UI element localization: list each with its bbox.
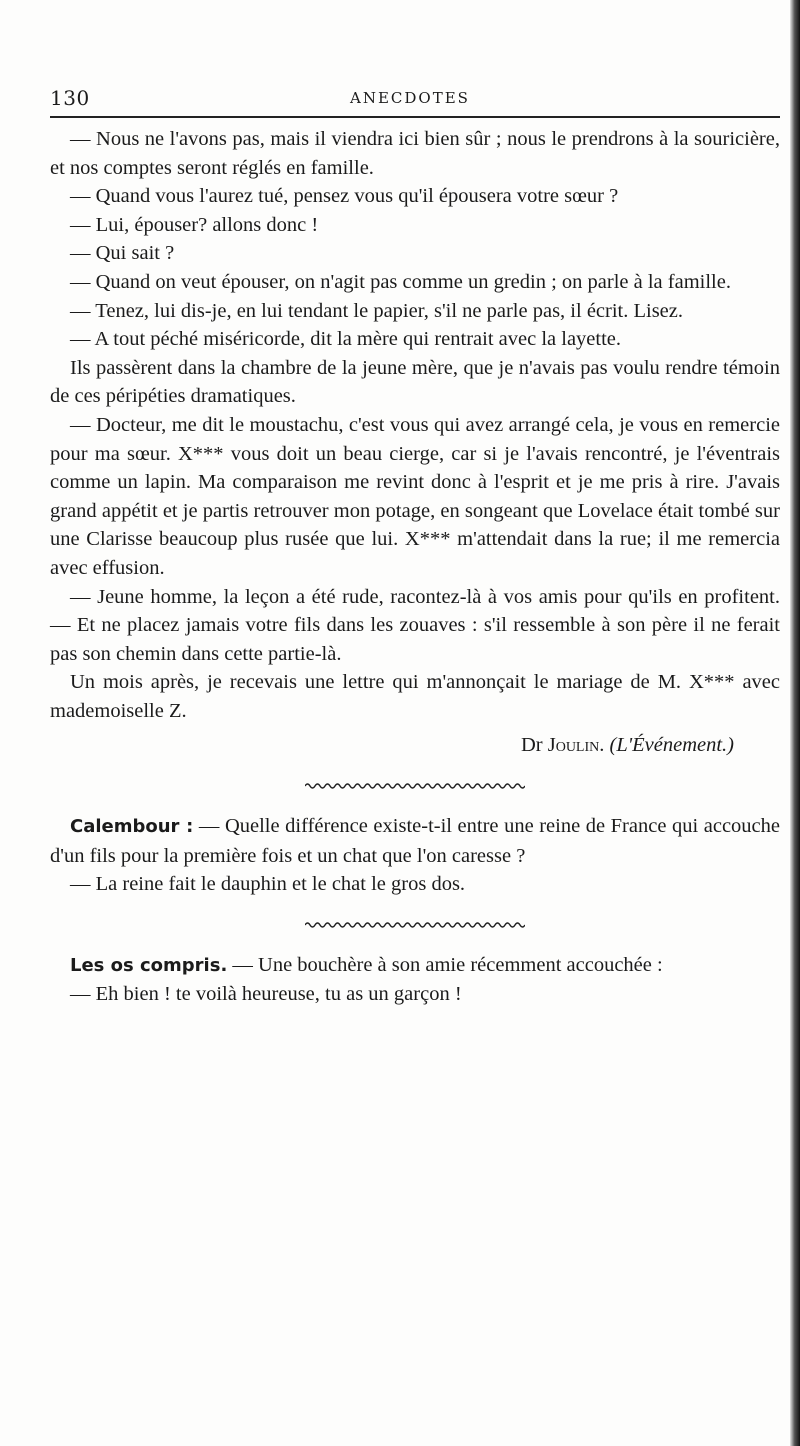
paragraph: — Qui sait ? <box>70 242 175 265</box>
paragraph: — Docteur, me dit le moustachu, c'est vous qui avez arrangé cela, je vous en remercie pour ma sœur. X*** vous doit un beau cierge, car si je l'avais rencontré, je l'éventrais comme un lapin. Ma comparaison me revint donc à l'esprit et je me pris à rire. J'avais grand appétit et je partis retrouver mon potage, en songeant que Lovelace était tombé sur une Clarisse beaucoup plus rusée que lui. X*** m'attendait dans la rue; il me remercia avec effusion. <box>50 413 780 579</box>
calembour-heading: Calembour : <box>70 816 194 838</box>
paragraph: — Lui, épouser? allons donc ! <box>70 213 319 236</box>
wavy-divider <box>305 921 525 929</box>
signature-name: Joulin. <box>547 734 605 757</box>
page-header <box>50 86 780 114</box>
paragraph: — A tout péché miséricorde, dit la mère qui rentrait avec la layette. <box>70 328 622 351</box>
os-heading: Les os compris. <box>70 954 228 976</box>
body-text <box>50 125 780 1009</box>
header-rule <box>50 116 780 118</box>
paragraph: — Quand vous l'aurez tué, pensez vous qu'il épousera votre sœur ? <box>70 185 619 208</box>
wavy-divider <box>305 782 525 790</box>
page-number: 130 <box>50 86 90 110</box>
calembour-answer: — La reine fait le dauphin et le chat le gros dos. <box>70 873 466 896</box>
signature-prefix: Dr <box>520 734 543 757</box>
os-line: — Eh bien ! te voilà heureuse, tu as un garçon ! <box>70 983 462 1006</box>
os-intro-text: — Une bouchère à son amie récemment accouchée : <box>227 953 663 976</box>
paragraph: — Nous ne l'avons pas, mais il viendra ici bien sûr ; nous le prendrons à la souricière, et nos comptes seront réglés en famille. <box>50 128 780 179</box>
paragraph: Ils passèrent dans la chambre de la jeune mère, que je n'avais pas voulu rendre témoin de ces péripéties dramatiques. <box>50 356 780 408</box>
calembour-question <box>50 812 780 870</box>
running-title: ANECDOTES <box>350 89 470 107</box>
paragraph: — Jeune homme, la leçon a été rude, racontez-là à vos amis pour qu'ils en profitent. — Et ne placez jamais votre fils dans les zouaves : s'il ressemble à son père il ne ferait pas son chemin dans cette partie-là. <box>50 585 780 665</box>
os-intro <box>50 951 780 981</box>
paragraph: Un mois après, je recevais une lettre qui m'annonçait le mariage de M. X*** avec mademoiselle Z. <box>50 671 780 722</box>
calembour-question-text: — Quelle différence existe-t-il entre une reine de France qui accouche d'un fils pour la première fois et un chat que l'on caresse ? <box>50 815 780 867</box>
page-edge-shadow <box>790 0 800 1446</box>
paragraph: — Quand on veut épouser, on n'agit pas comme un gredin ; on parle à la famille. <box>70 270 731 293</box>
signature-source: (L'Événement.) <box>609 734 734 757</box>
signature <box>50 731 780 760</box>
paragraph: — Tenez, lui dis-je, en lui tendant le papier, s'il ne parle pas, il écrit. Lisez. <box>70 299 684 322</box>
